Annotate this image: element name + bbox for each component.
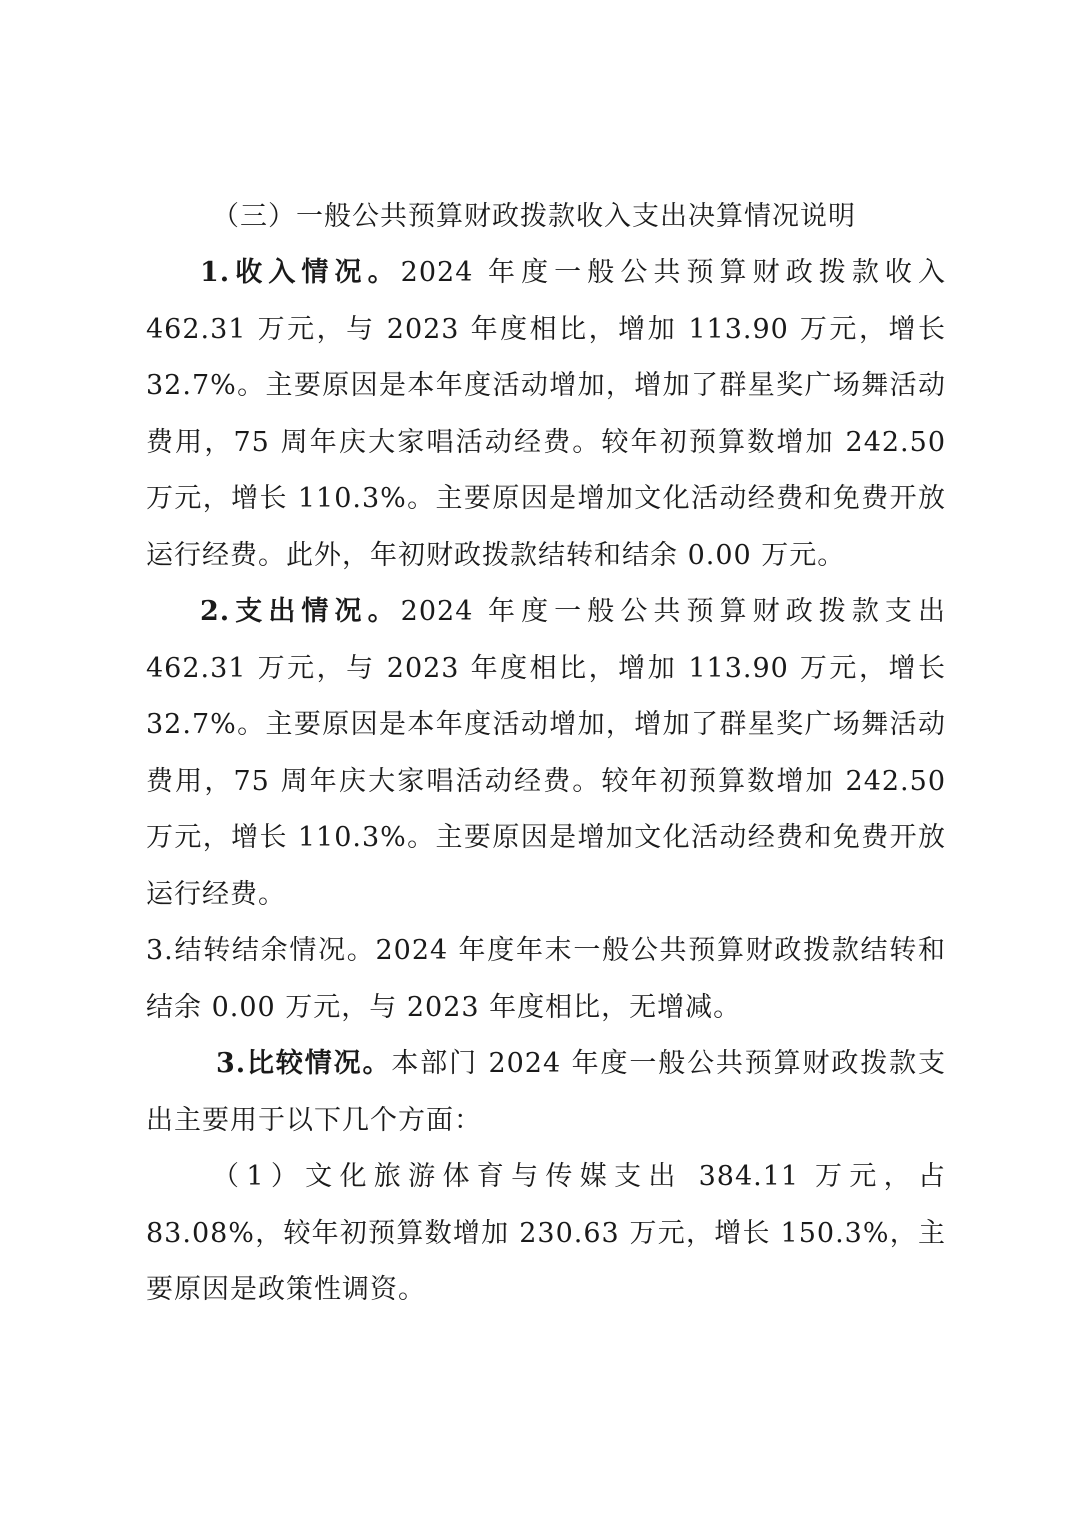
carryover-text: 3.结转结余情况。2024 年度年末一般公共预算财政拨款结转和结余 0.00 万元，与 2023 年度相比，无增减。 [146,935,946,1023]
income-heading: 1.收入情况。 [200,257,401,288]
income-text: 2024 年度一般公共预算财政拨款收入 462.31 万元，与 2023 年度相比，增加 113.90 万元，增长 32.7%。主要原因是本年度活动增加，增加了群星奖广场舞活动费用，75 周年庆大家唱活动经费。较年初预算数增加 242.50 万元，增长 110.3%。主要原因是增加文化活动经费和免费开放运行经费。此外，年初财政拨款结转和结余 0.00 万元。 [146,257,947,571]
expenditure-paragraph [146,584,946,923]
expenditure-text: 2024 年度一般公共预算财政拨款支出 462.31 万元，与 2023 年度相比，增加 113.90 万元，增长 32.7%。主要原因是本年度活动增加，增加了群星奖广场舞活动费用，75 周年庆大家唱活动经费。较年初预算数增加 242.50 万元，增长 110.3%。主要原因是增加文化活动经费和免费开放运行经费。 [146,596,947,910]
item-1-text: （1）文化旅游体育与传媒支出 384.11 万元，占 83.08%，较年初预算数增加 230.63 万元，增长 150.3%，主要原因是政策性调资。 [146,1161,946,1305]
expenditure-heading: 2.支出情况。 [200,596,401,627]
comparison-heading: 3.比较情况。 [216,1048,392,1079]
document-body [146,245,946,1319]
item-1-paragraph [146,1149,946,1319]
income-paragraph [146,245,946,584]
section-title: （三）一般公共预算财政拨款收入支出决算情况说明 [212,201,856,232]
comparison-paragraph [146,1036,946,1149]
comparison-text: 本部门 2024 年度一般公共预算财政拨款支出主要用于以下几个方面： [146,1048,946,1136]
carryover-paragraph [146,923,946,1036]
